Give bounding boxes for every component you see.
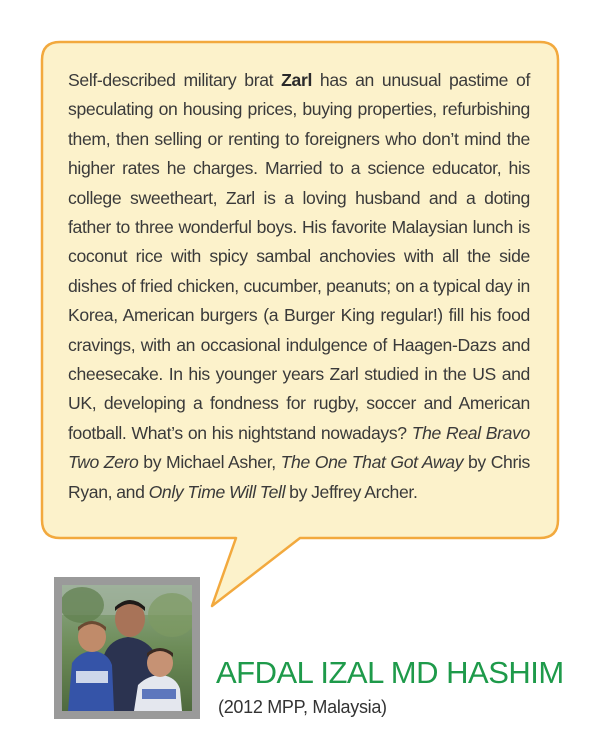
bio-paragraph (68, 66, 530, 507)
family-photo-illustration (62, 585, 192, 711)
bio-text-start: Self-described military brat (68, 70, 282, 90)
book-title-1: The Real Bravo Two Zero (68, 422, 530, 473)
book-title-3: Only Time Will Tell (148, 481, 286, 502)
book-author-2: by Chris Ryan, and (68, 452, 531, 502)
book-author-3: by Jeffrey Archer. (285, 481, 418, 502)
profile-photo (62, 585, 192, 711)
photo-frame (54, 577, 200, 719)
person-name: AFDAL IZAL MD HASHIM (216, 655, 564, 690)
highlight-name: Zarl (281, 70, 312, 90)
person-subtitle: (2012 MPP, Malaysia) (218, 697, 387, 717)
book-title-2: The One That Got Away (280, 452, 464, 473)
book-author-1: by Michael Asher, (138, 452, 281, 473)
bio-text-body: has an unusual pastime of speculating on housing prices, buying properties, refurbishing them, then selling or renting to foreigners who don’t mind the higher rates he charges. Married to a science educator, his college sweetheart, Zarl is a loving husband and a doting father to three wonderful boys. His favorite Malaysian lunch is coconut rice with spicy sambal anchovies with all the side dishes of fried chicken, cucumber, peanuts; on a typical day in Korea, American burgers (a Burger King regular!) fill his food cravings, with an occasional indulgence of Haagen-Dazs and cheesecake. In his younger years Zarl studied in the US and UK, developing a fondness for rugby, soccer and American football. What’s on his nightstand nowadays? (68, 70, 530, 443)
